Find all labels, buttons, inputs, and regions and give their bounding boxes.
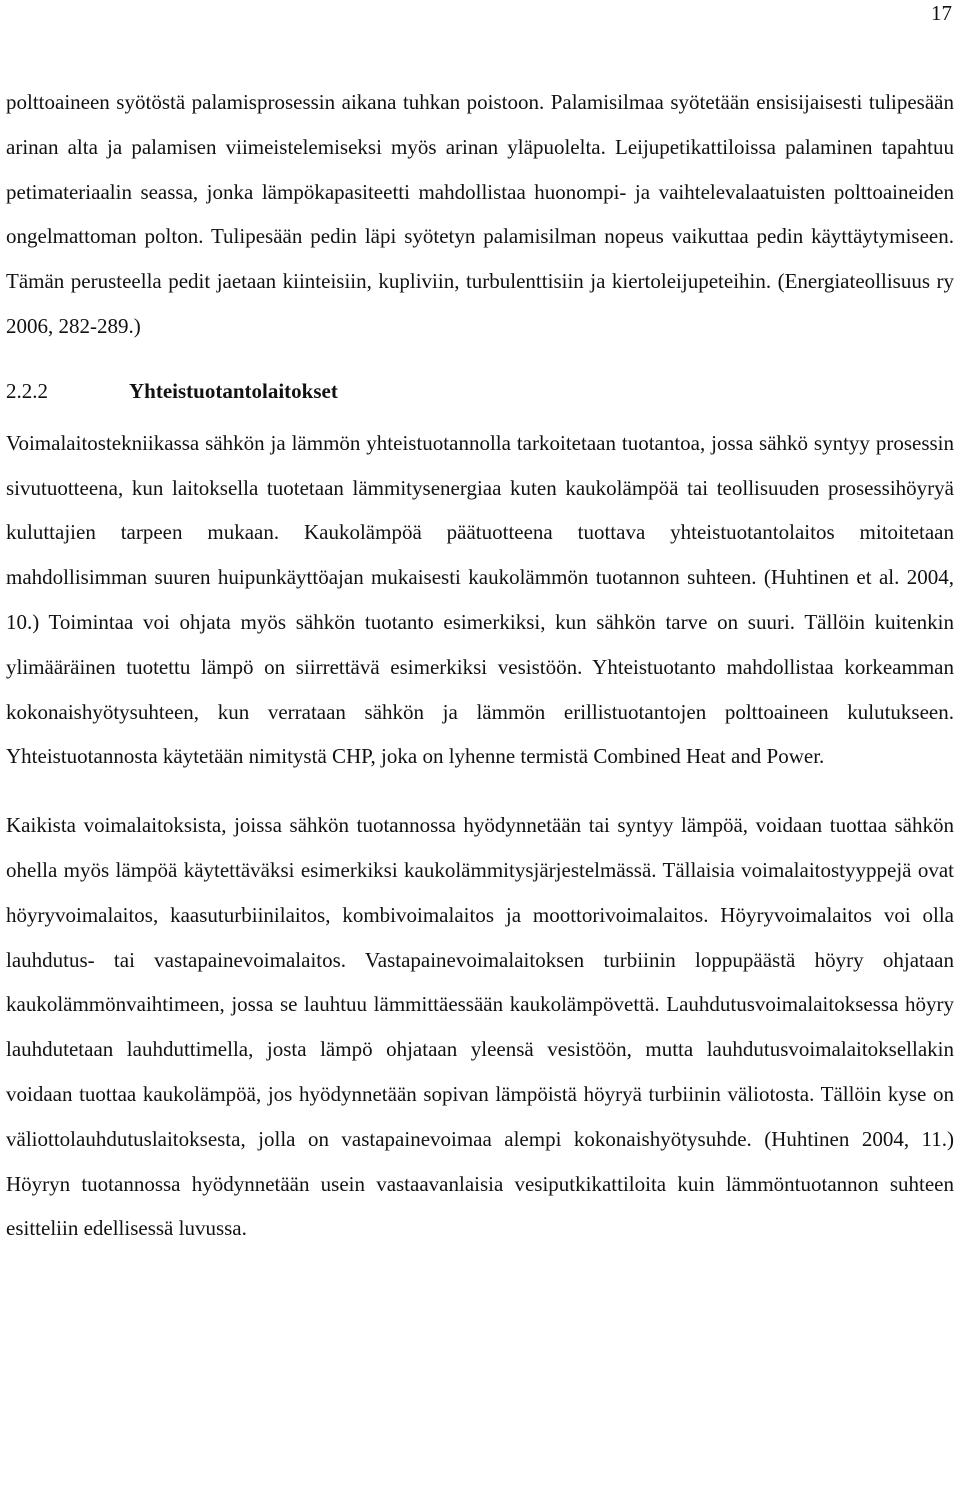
section-heading: [6, 371, 954, 411]
page-number: 17: [931, 1, 952, 25]
document-body: [6, 80, 954, 1251]
section-title: Yhteistuotantolaitokset: [129, 378, 338, 403]
section-number: 2.2.2: [6, 378, 48, 403]
paragraph-cogeneration: Voimalaitostekniikassa sähkön ja lämmön yhteistuotannolla tarkoitetaan tuotantoa, jossa sähkö syntyy prosessin sivutuotteena, kun laitoksella tuotetaan lämmitysenergiaa kuten kaukolämpöä tai teollisuuden prosessihöyryä kuluttajien tarpeen mukaan. Kaukolämpöä päätuotteena tuottava yhteistuotantolaitos mitoitetaan mahdollisimman suuren huipunkäyttöajan mukaisesti kaukolämmön tuotannon suhteen. (Huhtinen et al. 2004, 10.) Toimintaa voi ohjata myös sähkön tuotanto esimerkiksi, kun sähkön tarve on suuri. Tällöin kuitenkin ylimääräinen tuotettu lämpö on siirrettävä esimerkiksi vesistöön. Yhteistuotanto mahdollistaa korkeamman kokonaishyötysuhteen, kun verrataan sähkön ja lämmön erillistuotantojen polttoaineen kulutukseen. Yhteistuotannosta käytetään nimitystä CHP, joka on lyhenne termistä Combined Heat and Power.: [6, 430, 954, 769]
paragraph-fuel-feed: polttoaineen syötöstä palamisprosessin aikana tuhkan poistoon. Palamisilmaa syötetään ensisijaisesti tulipesään arinan alta ja palamisen viimeistelemiseksi myös arinan yläpuolelta. Leijupetikattiloissa palaminen tapahtuu petimateriaalin seassa, jonka lämpökapasiteetti mahdollistaa huonompi- ja vaihtelevalaatuisten polttoaineiden ongelmattoman polton. Tulipesään pedin läpi syötetyn palamisilman nopeus vaikuttaa pedin käyttäytymiseen. Tämän perusteella pedit jaetaan kiinteisiin, kupliviin, turbulenttisiin ja kiertoleijupeteihin. (Energiateollisuus ry 2006, 282-289.): [6, 90, 954, 338]
paragraph-spacer: [6, 779, 954, 803]
paragraph-power-plants: Kaikista voimalaitoksista, joissa sähkön tuotannossa hyödynnetään tai syntyy lämpöä, voidaan tuottaa sähkön ohella myös lämpöä käytettäväksi esimerkiksi kaukolämmitysjärjestelmässä. Tällaisia voimalaitostyyppejä ovat höyryvoimalaitos, kaasuturbiinilaitos, kombivoimalaitos ja moottorivoimalaitos. Höyryvoimalaitos voi olla lauhdutus- tai vastapainevoimalaitos. Vastapainevoimalaitoksen turbiinin loppupäästä höyry ohjataan kaukolämmönvaihtimeen, jossa se lauhtuu lämmittäessään kaukolämpövettä. Lauhdutusvoimalaitoksessa höyry lauhdutetaan lauhduttimella, josta lämpö ohjataan yleensä vesistöön, mutta lauhdutusvoimalaitoksellakin voidaan tuottaa kaukolämpöä, jos hyödynnetään sopivan lämpöistä höyryä turbiinin väliotosta. Tällöin kyse on väliottolauhdutuslaitoksesta, jolla on vastapainevoimaa alempi kokonaishyötysuhde. (Huhtinen 2004, 11.) Höyryn tuotannossa hyödynnetään usein vastaavanlaisia vesiputkikattiloita kuin lämmöntuotannon suhteen esitteliin edellisessä luvussa.: [6, 813, 954, 1241]
